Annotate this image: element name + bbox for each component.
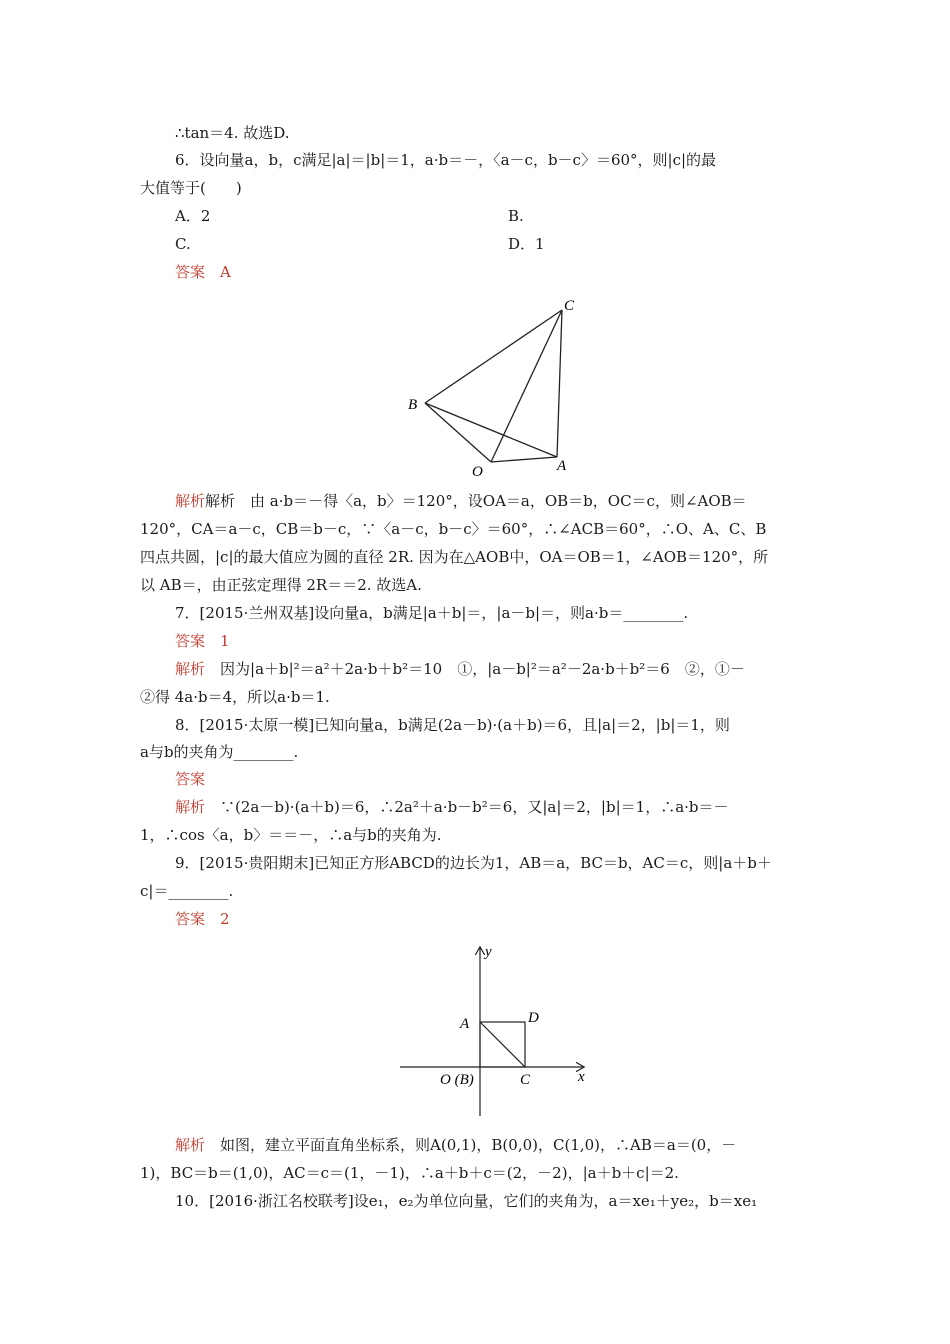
label-o: O	[472, 464, 483, 477]
q9-solution-1: 解析 如图，建立平面直角坐标系，则A(0,1)，B(0,0)，C(1,0)，∴AB＝a＝(0，－	[175, 1136, 737, 1154]
q6-option-b: B.	[508, 207, 524, 225]
q6-option-a: A．2	[175, 207, 211, 225]
label-c2: C	[520, 1072, 531, 1088]
figure-1	[400, 292, 590, 477]
q7-answer: 答案 1	[175, 632, 230, 650]
q6-line1: 6．设向量a，b，c满足|a|＝|b|＝1，a·b＝－，〈a－c，b－c〉＝60°，则|c|的最	[175, 151, 717, 169]
q6-solution-3: 四点共圆，|c|的最大值应为圆的直径 2R. 因为在△AOB中，OA＝OB＝1，∠AOB＝120°，所	[140, 548, 769, 566]
q9-solution-2: 1)，BC＝b＝(1,0)，AC＝c＝(1，－1)，∴a＋b＋c＝(2，－2)，|a＋b＋c|＝2.	[140, 1164, 679, 1182]
label-a: A	[557, 458, 567, 474]
q8-solution-2: 1，∴cos〈a，b〉＝＝－，∴a与b的夹角为.	[140, 826, 442, 844]
diagonal-ac	[480, 1022, 525, 1067]
seg-ca	[557, 310, 562, 457]
q7-line1: 7．[2015·兰州双基]设向量a，b满足|a＋b|＝，|a－b|＝，则a·b＝________.	[175, 604, 689, 622]
figure-2	[398, 940, 598, 1120]
label-d: D	[528, 1010, 539, 1026]
seg-ba	[425, 403, 557, 457]
label-y: y	[485, 944, 492, 960]
q6-solution-1: 解析解析 由 a·b＝－得〈a，b〉＝120°，设OA＝a，OB＝b，OC＝c，则∠AOB＝	[175, 492, 747, 510]
label-a2: A	[460, 1016, 470, 1032]
seg-co	[491, 310, 562, 462]
q6-solution-2: 120°，CA＝a－c，CB＝b－c，∵〈a－c，b－c〉＝60°，∴∠ACB＝60°，∴O、A、C、B	[140, 520, 767, 538]
q6-line2: 大值等于( )	[140, 179, 242, 197]
label-ob: O (B)	[440, 1072, 474, 1088]
seg-bo	[425, 403, 491, 462]
q9-line1: 9．[2015·贵阳期末]已知正方形ABCD的边长为1，AB＝a，BC＝b，AC＝c，则|a＋b＋	[175, 854, 772, 872]
q6-solution-1-text: 解析 由 a·b＝－得〈a，b〉＝120°，设OA＝a，OB＝b，OC＝c，则∠AOB＝	[205, 492, 747, 510]
q8-line2: a与b的夹角为________.	[140, 743, 299, 761]
q7-solution-2: ②得 4a·b＝4，所以a·b＝1.	[140, 688, 330, 706]
label-x: x	[578, 1069, 585, 1085]
l0: ∴tan＝4. 故选D.	[175, 124, 290, 142]
q9-answer: 答案 2	[175, 910, 230, 928]
q10-line1: 10．[2016·浙江名校联考]设e₁，e₂为单位向量，它们的夹角为，a＝xe₁＋ye₂，b＝xe₁	[175, 1192, 758, 1210]
label-b: B	[408, 397, 418, 413]
q6-answer: 答案 A	[175, 263, 231, 281]
q7-solution-1: 解析 因为|a＋b|²＝a²＋2a·b＋b²＝10 ①，|a－b|²＝a²－2a·b＋b²＝6 ②，①－	[175, 660, 745, 678]
seg-bc	[425, 310, 562, 403]
label-c: C	[564, 298, 575, 314]
seg-oa	[491, 457, 557, 462]
q6-option-d: D．1	[508, 235, 545, 253]
q8-solution-1: 解析 ∵(2a－b)·(a＋b)＝6，∴2a²＋a·b－b²＝6，又|a|＝2，|b|＝1，∴a·b＝－	[175, 798, 729, 816]
q6-option-c: C.	[175, 235, 191, 253]
q6-solution-4: 以 AB＝，由正弦定理得 2R＝＝2. 故选A.	[140, 576, 422, 594]
q8-line1: 8．[2015·太原一模]已知向量a，b满足(2a－b)·(a＋b)＝6，且|a|＝2，|b|＝1，则	[175, 716, 730, 734]
q9-line2: c|＝________.	[140, 882, 234, 900]
q8-answer: 答案	[175, 770, 206, 788]
